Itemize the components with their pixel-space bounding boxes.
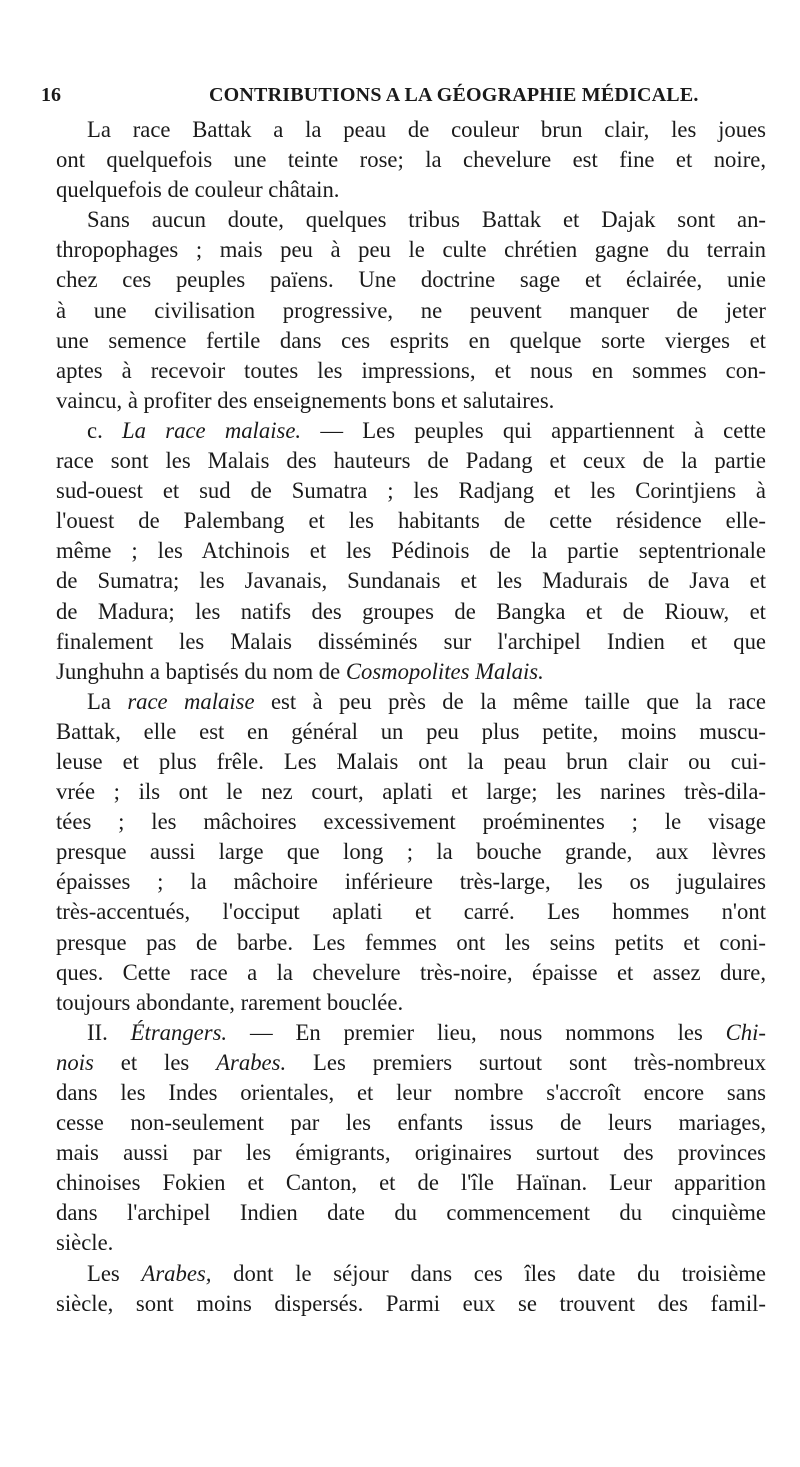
text-segment: épaisses ; la mâchoire inférieure très-large, les os jugulaires [56, 869, 766, 895]
text-line [56, 1108, 766, 1138]
text-segment: ont quelquefois une teinte rose; la chevelure est fine et noire, [56, 147, 766, 173]
italic-text: race malaise [127, 688, 255, 714]
italic-text: La race malaise. [122, 417, 302, 443]
text-segment: sud-ouest et sud de Sumatra ; les Radjang et les Corintjiens à [56, 478, 766, 504]
text-segment: La [87, 688, 128, 714]
text-line [56, 1228, 766, 1258]
text-line [56, 807, 766, 837]
text-line [56, 386, 766, 416]
text-line [56, 837, 766, 867]
text-line [56, 446, 766, 476]
text-line [56, 265, 766, 295]
text-segment: est à peu près de la même taille que la race [254, 688, 766, 714]
text-line [56, 597, 766, 627]
text-segment: dans les Indes orientales, et leur nombre s'accroît encore sans [56, 1080, 766, 1105]
text-segment: dont le séjour dans ces îles date du troisième [211, 1260, 766, 1286]
text-segment: cesse non-seulement par les enfants issus de leurs mariages, [56, 1110, 766, 1136]
text-segment: presque pas de barbe. Les femmes ont les seins petits et coni- [56, 929, 766, 955]
running-title: CONTRIBUTIONS A LA GÉOGRAPHIE MÉDICALE. [209, 84, 699, 106]
text-segment: thropophages ; mais peu à peu le culte chrétien gagne du terrain [56, 237, 766, 263]
text-segment: — Les peuples qui appartiennent à cette [301, 417, 766, 443]
text-segment: chinoises Fokien et Canton, et de l'île Haïnan. Leur apparition [56, 1170, 766, 1196]
text-line [56, 175, 766, 205]
text-segment: à une civilisation progressive, ne peuvent manquer de jeter [56, 297, 766, 323]
text-segment: tées ; les mâchoires excessivement proéminentes ; le visage [56, 809, 766, 835]
text-line [56, 1198, 766, 1228]
text-segment: Sans aucun doute, quelques tribus Battak et Dajak sont an- [87, 207, 766, 233]
text-line [56, 506, 766, 536]
text-segment: finalement les Malais disséminés sur l'archipel Indien et que [56, 628, 766, 654]
text-line [56, 988, 766, 1018]
text-line [56, 356, 766, 386]
text-line [56, 687, 766, 717]
text-segment: de Sumatra; les Javanais, Sundanais et les Madurais de Java et [56, 568, 766, 594]
text-segment: dans l'archipel Indien date du commencement du cinquième [56, 1200, 766, 1226]
italic-text: nois [56, 1049, 94, 1075]
text-line [56, 1048, 766, 1078]
text-line [56, 627, 766, 657]
text-segment: une semence fertile dans ces esprits en quelque sorte vierges et [56, 327, 766, 353]
text-line [56, 958, 766, 988]
text-line [56, 1289, 766, 1319]
italic-text: Étrangers. [130, 1019, 228, 1045]
italic-text: Arabes. [216, 1049, 287, 1075]
text-segment: et les [93, 1049, 217, 1075]
text-segment: vrée ; ils ont le nez court, aplati et large; les narines très-dila- [56, 779, 766, 805]
italic-text: Chi- [725, 1019, 766, 1045]
text-segment: Les premiers surtout sont très-nombreux [286, 1049, 766, 1075]
italic-text: Cosmopolites Malais. [345, 658, 544, 684]
text-line [56, 1259, 766, 1289]
text-segment: mais aussi par les émigrants, originaires surtout des provinces [56, 1140, 766, 1166]
text-segment: de Madura; les natifs des groupes de Bangka et de Riouw, et [56, 598, 766, 624]
text-segment: très-accentués, l'occiput aplati et carré. Les hommes n'ont [56, 899, 766, 925]
text-segment: toujours abondante, rarement bouclée. [56, 989, 404, 1015]
body-text [56, 115, 766, 1319]
text-line [56, 326, 766, 356]
text-segment: Les [87, 1260, 142, 1286]
text-segment: quelquefois de couleur châtain. [56, 177, 340, 203]
page-header [41, 80, 761, 114]
text-line [56, 928, 766, 958]
text-line [56, 205, 766, 235]
text-segment: c. [87, 417, 123, 443]
text-line [56, 566, 766, 596]
text-line [56, 1018, 766, 1048]
text-segment: race sont les Malais des hauteurs de Padang et ceux de la partie [56, 448, 766, 474]
text-line [56, 1078, 766, 1108]
text-line [56, 296, 766, 326]
text-line [56, 747, 766, 777]
text-line [56, 115, 766, 145]
text-line [56, 416, 766, 446]
text-segment: siècle. [56, 1230, 114, 1256]
text-line [56, 1138, 766, 1168]
text-segment: Junghuhn a baptisés du nom de [56, 658, 346, 684]
text-line [56, 235, 766, 265]
text-line [56, 777, 766, 807]
text-line [56, 717, 766, 747]
text-segment: La race Battak a la peau de couleur brun clair, les joues [87, 117, 766, 142]
text-line [56, 1168, 766, 1198]
text-segment: siècle, sont moins dispersés. Parmi eux se trouvent des famil- [56, 1290, 766, 1316]
text-segment: aptes à recevoir toutes les impressions, et nous en sommes con- [56, 357, 766, 383]
text-segment: Battak, elle est en général un peu plus petite, moins muscu- [56, 718, 766, 744]
text-line [56, 145, 766, 175]
text-segment: ques. Cette race a la chevelure très-noire, épaisse et assez dure, [56, 959, 766, 985]
text-segment: même ; les Atchinois et les Pédinois de la partie septentrionale [56, 538, 766, 564]
text-segment: presque aussi large que long ; la bouche grande, aux lèvres [56, 839, 766, 865]
text-line [56, 897, 766, 927]
text-line [56, 657, 766, 687]
text-line [56, 536, 766, 566]
text-line [56, 476, 766, 506]
text-line [56, 867, 766, 897]
text-segment: leuse et plus frêle. Les Malais ont la peau brun clair ou cui- [56, 748, 766, 774]
text-segment: II. [87, 1019, 131, 1045]
italic-text: Arabes, [141, 1260, 212, 1286]
text-segment: — En premier lieu, nous nommons les [227, 1019, 726, 1045]
text-segment: l'ouest de Palembang et les habitants de cette résidence elle- [56, 508, 766, 534]
text-segment: vaincu, à profiter des enseignements bons et salutaires. [56, 387, 555, 413]
text-segment: chez ces peuples païens. Une doctrine sage et éclairée, unie [56, 267, 766, 293]
page-number: 16 [41, 84, 61, 106]
